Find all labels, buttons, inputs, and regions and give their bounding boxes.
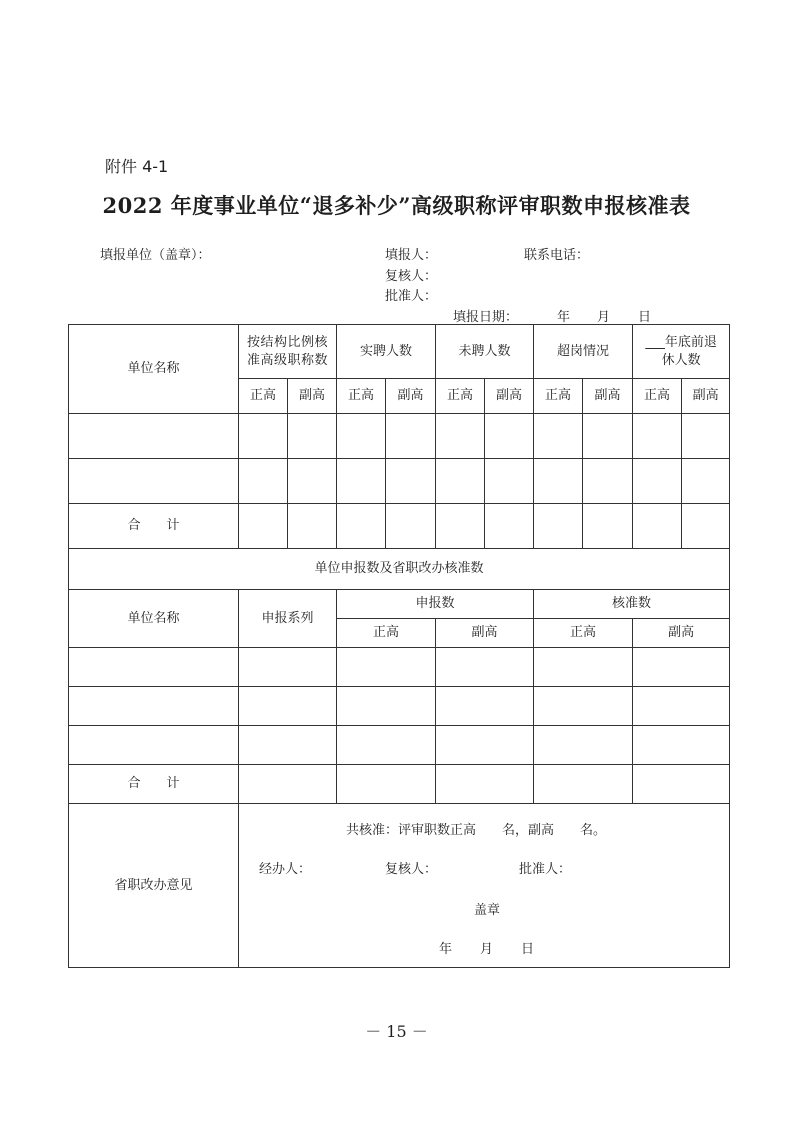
attachment-label: 附件 4-1 (105, 157, 169, 176)
t2-blank-row (69, 648, 730, 687)
t2-blank-row (69, 726, 730, 765)
t2-input-cell[interactable] (633, 687, 730, 726)
opinion-reviewer-label: 复核人： (385, 862, 438, 877)
t1-sub-deputy: 副高 (485, 379, 534, 414)
declaration-form-table (68, 324, 730, 968)
t1-total-row (69, 504, 730, 549)
unit-seal-label: 填报单位（盖章）： (100, 248, 211, 263)
t1-input-cell[interactable] (288, 459, 337, 504)
t1-hired-header: 实聘人数 (337, 325, 436, 379)
t1-input-cell[interactable] (633, 459, 682, 504)
t1-input-cell[interactable] (682, 504, 730, 549)
opinion-month-label: 月 (480, 942, 494, 957)
section-title: 单位申报数及省职改办核准数 (69, 549, 730, 590)
t1-blank-row (69, 414, 730, 459)
t1-input-cell[interactable] (337, 504, 386, 549)
t1-input-cell[interactable] (485, 414, 534, 459)
t1-input-cell[interactable] (436, 504, 485, 549)
date-day-label: 日 (638, 310, 652, 325)
t2-input-cell[interactable] (239, 726, 337, 765)
t1-input-cell[interactable] (337, 459, 386, 504)
t2-input-cell[interactable] (239, 687, 337, 726)
t2-unit-name-header: 单位名称 (69, 590, 239, 648)
phone-label: 联系电话： (524, 248, 590, 263)
opinion-approver-label: 批准人： (519, 862, 572, 877)
t2-input-cell[interactable] (337, 726, 436, 765)
t2-input-cell[interactable] (337, 765, 436, 804)
date-label: 填报日期： (453, 310, 519, 325)
t2-sub-deputy: 副高 (633, 619, 730, 648)
t2-input-cell[interactable] (69, 687, 239, 726)
t1-sub-senior: 正高 (337, 379, 386, 414)
t1-input-cell[interactable] (239, 504, 288, 549)
t1-total-label: 合 计 (69, 504, 239, 549)
t2-input-cell[interactable] (436, 687, 534, 726)
t1-input-cell[interactable] (583, 504, 633, 549)
t1-sub-deputy: 副高 (583, 379, 633, 414)
t1-input-cell[interactable] (386, 504, 436, 549)
t2-input-cell[interactable] (239, 648, 337, 687)
opinion-handler-label: 经办人： (259, 862, 312, 877)
t1-structure-ratio-header: 按结构比例核准高级职称数 (239, 325, 337, 379)
reviewer-label: 复核人： (385, 269, 438, 284)
filler-label: 填报人： (385, 248, 438, 263)
t2-total-row (69, 765, 730, 804)
t1-input-cell[interactable] (436, 414, 485, 459)
approved-total-text: 共核准：评审职数正高 名，副高 名。 (346, 823, 607, 838)
opinion-day-label: 日 (521, 942, 535, 957)
seal-label: 盖章 (474, 903, 501, 918)
t2-input-cell[interactable] (239, 765, 337, 804)
t2-input-cell[interactable] (534, 687, 633, 726)
t1-input-cell[interactable] (485, 504, 534, 549)
t1-input-cell[interactable] (386, 459, 436, 504)
t1-input-cell[interactable] (534, 414, 583, 459)
date-year-label: 年 (557, 310, 571, 325)
t1-sub-senior: 正高 (534, 379, 583, 414)
t1-retire-label: 年底前退休人数 (661, 334, 717, 368)
t1-input-cell[interactable] (436, 459, 485, 504)
t2-sub-senior: 正高 (534, 619, 633, 648)
t2-input-cell[interactable] (633, 648, 730, 687)
t2-sub-deputy: 副高 (436, 619, 534, 648)
t1-input-cell[interactable] (682, 459, 730, 504)
t2-blank-row (69, 687, 730, 726)
t1-not-hired-header: 未聘人数 (436, 325, 534, 379)
t1-input-cell[interactable] (534, 459, 583, 504)
t2-input-cell[interactable] (436, 648, 534, 687)
t1-input-cell[interactable] (633, 414, 682, 459)
date-month-label: 月 (597, 310, 611, 325)
t2-sub-senior: 正高 (337, 619, 436, 648)
t1-retire-year-blank: ___ (645, 334, 665, 350)
t1-input-cell[interactable] (288, 414, 337, 459)
t2-input-cell[interactable] (534, 765, 633, 804)
t1-input-cell[interactable] (239, 414, 288, 459)
t1-input-cell[interactable] (239, 459, 288, 504)
t1-input-cell[interactable] (682, 414, 730, 459)
t2-input-cell[interactable] (337, 648, 436, 687)
t1-sub-senior: 正高 (633, 379, 682, 414)
t1-sub-senior: 正高 (239, 379, 288, 414)
t2-total-label: 合 计 (69, 765, 239, 804)
t1-input-cell[interactable] (583, 459, 633, 504)
t1-input-cell[interactable] (337, 414, 386, 459)
approver-label: 批准人： (385, 289, 438, 304)
opinion-year-label: 年 (439, 942, 453, 957)
t2-input-cell[interactable] (534, 648, 633, 687)
t1-retire-header (633, 325, 730, 379)
t1-input-cell[interactable] (288, 504, 337, 549)
t1-sub-senior: 正高 (436, 379, 485, 414)
t1-input-cell[interactable] (386, 414, 436, 459)
t2-input-cell[interactable] (337, 687, 436, 726)
t2-input-cell[interactable] (436, 726, 534, 765)
t1-sub-deputy: 副高 (288, 379, 337, 414)
t2-input-cell[interactable] (69, 648, 239, 687)
t2-series-header: 申报系列 (239, 590, 337, 648)
t2-declared-header: 申报数 (337, 590, 534, 619)
opinion-content (239, 804, 730, 968)
t1-input-cell[interactable] (69, 459, 239, 504)
page-number: － 15 － (365, 1022, 428, 1041)
t1-input-cell[interactable] (485, 459, 534, 504)
t1-input-cell[interactable] (583, 414, 633, 459)
t1-sub-deputy: 副高 (386, 379, 436, 414)
t2-input-cell[interactable] (436, 765, 534, 804)
t1-over-post-header: 超岗情况 (534, 325, 633, 379)
t1-sub-deputy: 副高 (682, 379, 730, 414)
t2-input-cell[interactable] (633, 726, 730, 765)
t1-input-cell[interactable] (633, 504, 682, 549)
t1-input-cell[interactable] (534, 504, 583, 549)
t1-unit-name-header: 单位名称 (69, 325, 239, 414)
t2-approved-header: 核准数 (534, 590, 730, 619)
opinion-label: 省职改办意见 (69, 804, 239, 968)
t2-input-cell[interactable] (633, 765, 730, 804)
t1-blank-row (69, 459, 730, 504)
document-title: 2022 年度事业单位“退多补少”高级职称评审职数申报核准表 (102, 193, 691, 218)
t2-input-cell[interactable] (69, 726, 239, 765)
t1-input-cell[interactable] (69, 414, 239, 459)
t2-input-cell[interactable] (534, 726, 633, 765)
